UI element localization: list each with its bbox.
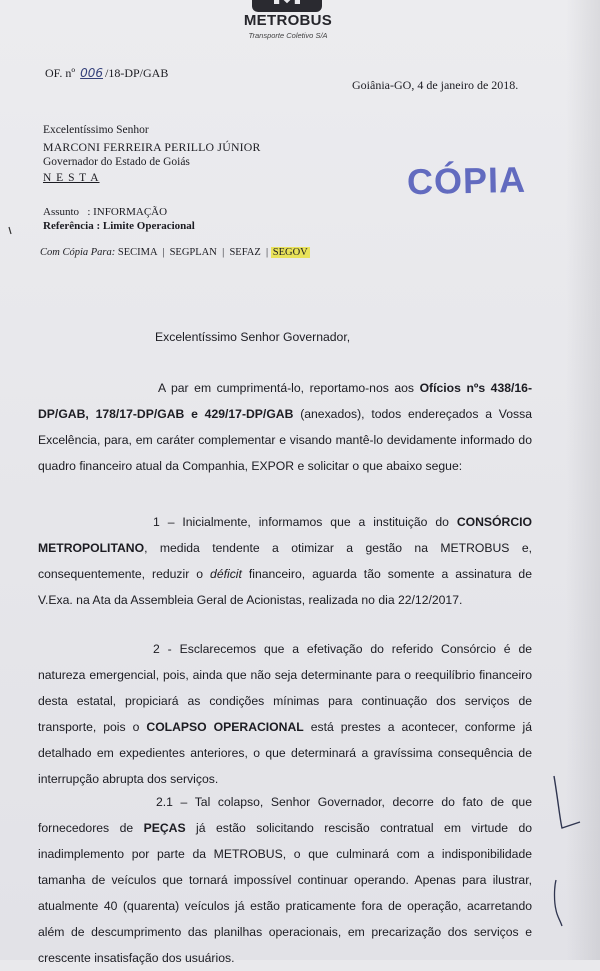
metrobus-logo-icon [252, 0, 322, 12]
referencia-line [43, 220, 195, 232]
p1-text-c: (anexados), todos endereçados a Vossa Excelência, para, em caráter complementar e visando mantê-lo devidamente informado do quadro financeiro atual da Companhia, EXPOR e solicitar o que abaixo segue: [38, 407, 532, 473]
paragraph-intro [38, 375, 532, 479]
oficio-prefix: OF. nº [45, 66, 76, 80]
paragraph-1 [38, 509, 532, 613]
assunto-label: Assunto [43, 206, 80, 218]
p1-text-bold: Ofícios nºs 438/16-DP/GAB, 178/17-DP/GAB e 429/17-DP/GAB [38, 381, 532, 421]
p2-text-c: , medida tendente a otimizar a gestão na METROBUS e, consequentemente, reduzir o [38, 541, 532, 581]
p2-text-e: financeiro, aguarda tão somente a assinatura de V.Exa. na Ata da Assembleia Geral de Acionistas, realizada no dia 22/12/2017. [38, 567, 532, 607]
assunto-value: : INFORMAÇÃO [87, 206, 168, 218]
nesta-label: N E S T A [43, 172, 100, 184]
logo-name: METROBUS [243, 12, 333, 29]
p3-text-c: está prestes a acontecer, conforme já detalhado em expedientes anteriores, o que determinará a gravíssima consequência de interrupção abrupta dos serviços. [38, 720, 532, 786]
p3-text-a: 2 - Esclarecemos que a efetivação do referido Consórcio é de natureza emergencial, pois, ainda que não seja determinante para o reequilíbrio financeiro desta estatal, propiciará as condições mínimas para continuação dos serviços de transporte, pois o [38, 642, 532, 734]
p4-text-a: 2.1 – Tal colapso, Senhor Governador, decorre do fato de que fornecedores de [38, 795, 532, 835]
cc-line [40, 247, 310, 258]
margin-dot-icon [6, 226, 14, 236]
oficio-suffix: /18-DP/GAB [105, 66, 169, 80]
margin-pen-mark-icon [548, 770, 588, 940]
cc-label: Com Cópia Para: [40, 247, 116, 258]
letter-date: Goiânia-GO, 4 de janeiro de 2018. [352, 78, 519, 92]
p4-text-c: já estão solicitando rescisão contratual em virtude do inadimplemento por parte da METROBUS, o que culminará com a indisponibilidade tamanha de veículos que tornará impossível continuar operando. Apenas para ilustrar, atualmente 40 (quarenta) veículos já estão praticamente fora de operação, acarretando além de descumprimento das planilhas operacionais, em precarização dos serviços e crescente insatisfação dos usuários. [38, 821, 533, 965]
oficio-number [45, 66, 168, 81]
salutation: Excelentíssimo Senhor [43, 124, 149, 136]
p4-text-bold: PEÇAS [143, 821, 186, 835]
logo-subtitle: Transporte Coletivo S/A [248, 31, 328, 40]
referencia-value: Limite Operacional [102, 220, 195, 232]
paragraph-2-1 [38, 789, 532, 971]
p2-text-bold: CONSÓRCIO METROPOLITANO [38, 515, 532, 555]
p1-text-a: A par em cumprimentá-lo, reportamo-nos aos [158, 381, 420, 395]
cc-highlight: SEGOV [272, 247, 308, 258]
referencia-label: Referência : [43, 220, 101, 232]
recipient-name: MARCONI FERREIRA PERILLO JÚNIOR [43, 140, 261, 154]
paragraph-2 [38, 636, 532, 792]
recipient-title: Governador do Estado de Goiás [43, 156, 190, 168]
p2-text-italic: déficit [210, 567, 242, 581]
p2-text-a: 1 – Inicialmente, informamos que a instituição do [153, 515, 457, 529]
cc-list: SECIMA | SEGPLAN | SEFAZ | [117, 247, 269, 258]
oficio-handwritten-number: 006 [80, 66, 104, 80]
copia-stamp: CÓPIA [406, 158, 527, 203]
assunto-line [43, 206, 167, 218]
p3-text-bold: COLAPSO OPERACIONAL [146, 720, 304, 734]
greeting: Excelentíssimo Senhor Governador, [155, 330, 351, 344]
